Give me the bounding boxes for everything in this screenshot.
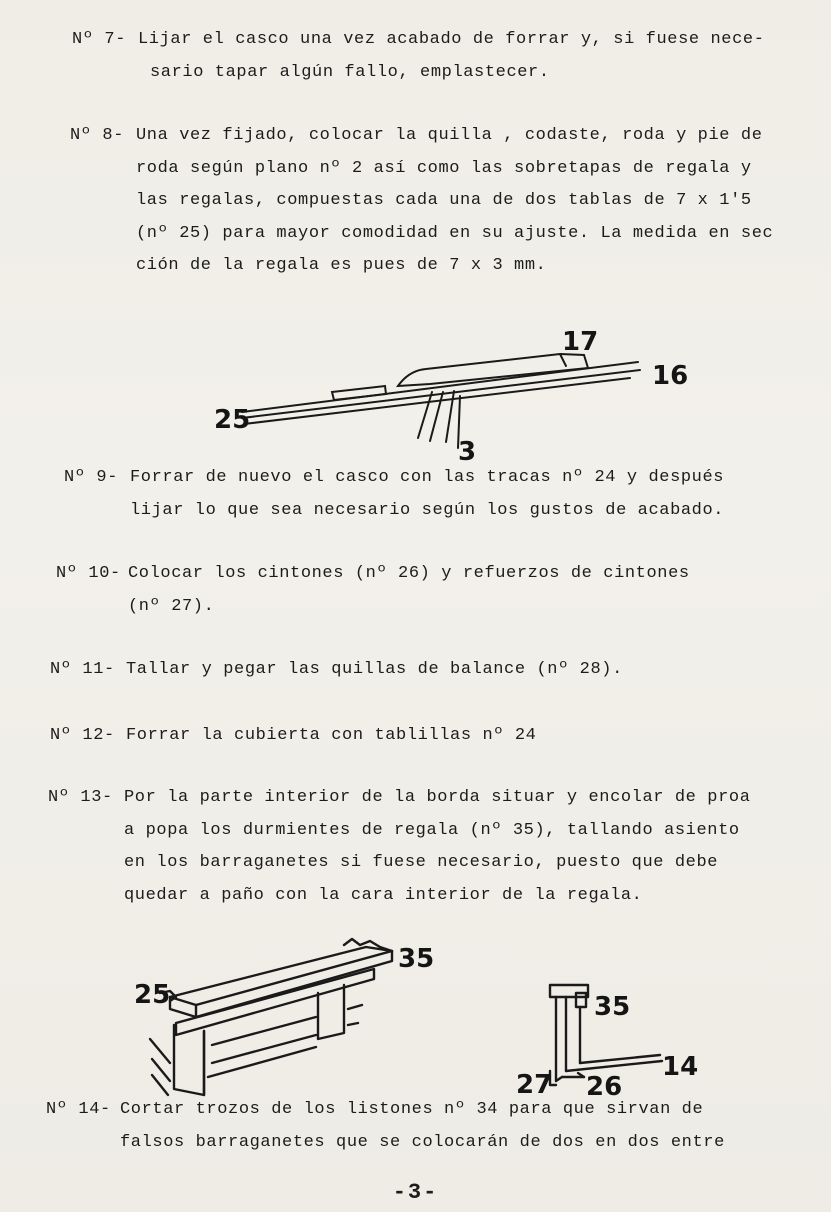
step-line: quedar a paño con la cara interior de la regala. [124, 885, 643, 905]
step-number: Nº 13- [48, 788, 113, 807]
step-line: Colocar los cintones (nº 26) y refuerzos de cintones [128, 564, 690, 583]
step-line: Una vez fijado, colocar la quilla , codaste, roda y pie de [136, 126, 763, 145]
step-number: Nº 9- [64, 468, 119, 487]
figure-label: 26 [586, 1072, 623, 1102]
step-line: (nº 27). [128, 596, 215, 616]
step-14 [46, 1094, 725, 1159]
figure-label: 35 [398, 944, 435, 974]
step-line: Forrar la cubierta con tablillas nº 24 [126, 726, 537, 745]
step-line: Cortar trozos de los listones nº 34 para que sirvan de [120, 1100, 704, 1119]
durmiente-perspective-diagram [130, 935, 450, 1105]
step-line: roda según plano nº 2 así como las sobretapas de regala y [136, 158, 752, 178]
step-line: a popa los durmientes de regala (nº 35), tallando asiento [124, 820, 740, 840]
figure-label: 25 [214, 405, 251, 435]
step-11 [50, 654, 623, 687]
step-line: en los barraganetes si fuese necesario, puesto que debe [124, 853, 719, 872]
step-number: Nº 14- [46, 1100, 111, 1119]
step-line: ción de la regala es pues de 7 x 3 mm. [136, 256, 547, 275]
step-10 [56, 558, 690, 623]
step-12 [50, 720, 536, 753]
step-line: Lijar el casco una vez acabado de forrar y, si fuese nece- [138, 30, 765, 49]
step-8 [70, 120, 773, 283]
step-line: las regalas, compuestas cada una de dos tablas de 7 x 1'5 [136, 191, 752, 210]
figure-label: 16 [652, 361, 689, 391]
step-line: lijar lo que sea necesario según los gustos de acabado. [130, 500, 725, 520]
page-number: -3- [392, 1180, 439, 1205]
figure-label: 14 [662, 1052, 699, 1082]
step-number: Nº 10- [56, 564, 121, 583]
durmiente-section-diagram [500, 975, 700, 1105]
step-9 [64, 462, 724, 527]
step-13 [48, 782, 751, 912]
step-line: Tallar y pegar las quillas de balance (nº 28). [126, 660, 623, 679]
figure-label: 35 [594, 992, 631, 1022]
figure-label: 3 [458, 437, 477, 467]
step-line: falsos barraganetes que se colocarán de dos en dos entre [120, 1132, 725, 1152]
regala-diagram [200, 320, 700, 470]
step-number: Nº 7- [72, 30, 127, 49]
step-line: Forrar de nuevo el casco con las tracas nº 24 y después [130, 468, 725, 487]
step-line: (nº 25) para mayor comodidad en su ajuste. La medida en sec [136, 223, 774, 243]
step-7 [72, 24, 765, 89]
step-line: sario tapar algún fallo, emplastecer. [150, 62, 550, 82]
step-number: Nº 12- [50, 726, 115, 745]
step-number: Nº 8- [70, 126, 125, 145]
figure-label: 25 [134, 980, 171, 1010]
figure-label: 17 [562, 327, 599, 357]
step-line: Por la parte interior de la borda situar y encolar de proa [124, 788, 751, 807]
figure-label: 27 [516, 1070, 553, 1100]
step-number: Nº 11- [50, 660, 115, 679]
